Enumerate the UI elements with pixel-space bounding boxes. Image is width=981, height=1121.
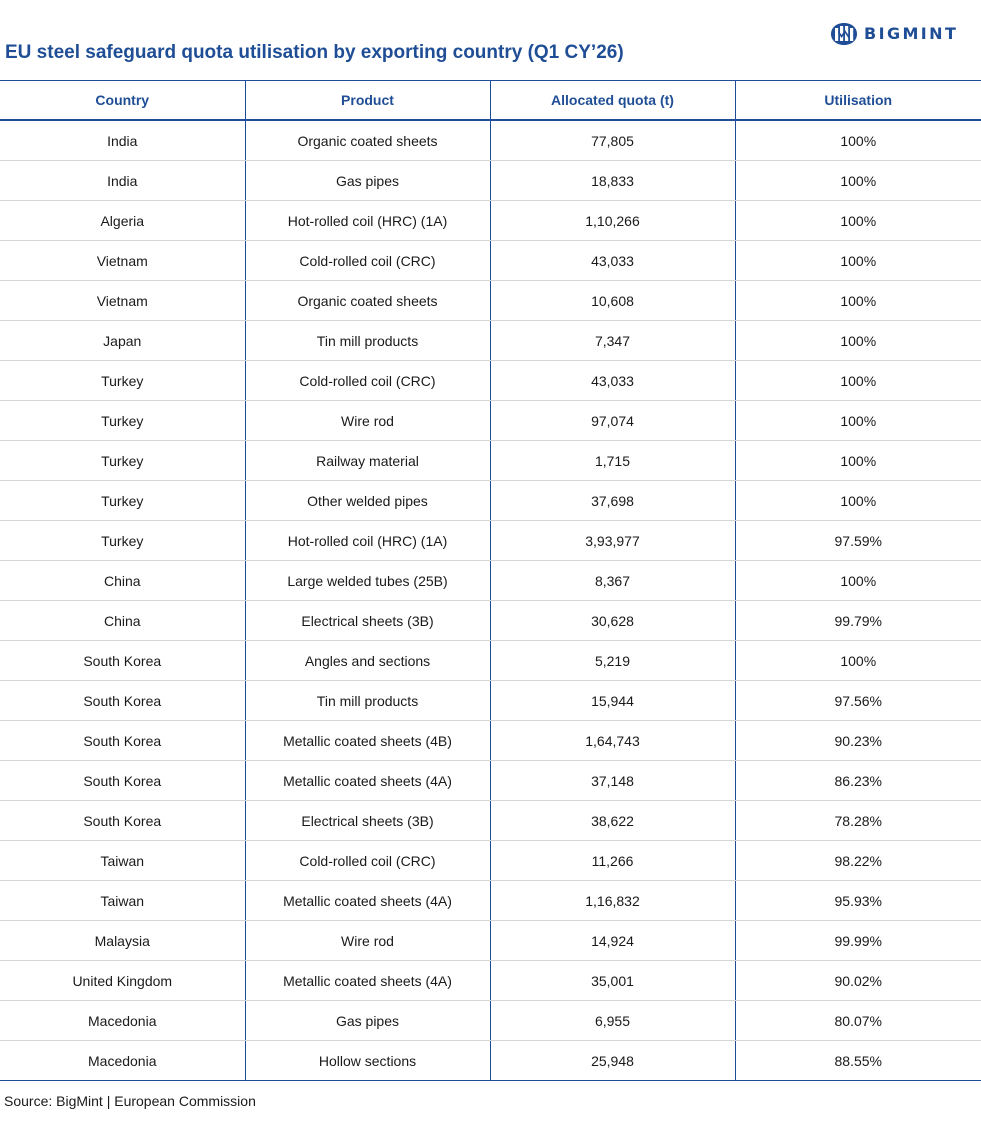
cell-product: Tin mill products — [245, 681, 490, 721]
cell-allocated-quota: 1,16,832 — [490, 881, 735, 921]
page-title: EU steel safeguard quota utilisation by exporting country (Q1 CY’26) — [5, 42, 624, 63]
cell-product: Metallic coated sheets (4B) — [245, 721, 490, 761]
column-header-product: Product — [245, 81, 490, 121]
cell-country: Turkey — [0, 361, 245, 401]
bigmint-logo-icon — [830, 22, 858, 46]
cell-allocated-quota: 18,833 — [490, 161, 735, 201]
table-row — [0, 681, 981, 721]
table-row — [0, 161, 981, 201]
table-row — [0, 721, 981, 761]
cell-allocated-quota: 14,924 — [490, 921, 735, 961]
cell-utilisation: 99.79% — [735, 601, 981, 641]
table-row — [0, 961, 981, 1001]
cell-product: Large welded tubes (25B) — [245, 561, 490, 601]
cell-utilisation: 100% — [735, 201, 981, 241]
table-body — [0, 120, 981, 1081]
cell-utilisation: 100% — [735, 281, 981, 321]
cell-country: India — [0, 161, 245, 201]
quota-table — [0, 80, 981, 1081]
cell-allocated-quota: 8,367 — [490, 561, 735, 601]
cell-utilisation: 90.23% — [735, 721, 981, 761]
cell-country: South Korea — [0, 761, 245, 801]
cell-country: Turkey — [0, 441, 245, 481]
cell-product: Railway material — [245, 441, 490, 481]
cell-product: Electrical sheets (3B) — [245, 601, 490, 641]
cell-allocated-quota: 25,948 — [490, 1041, 735, 1081]
cell-country: United Kingdom — [0, 961, 245, 1001]
cell-country: Turkey — [0, 401, 245, 441]
cell-country: Algeria — [0, 201, 245, 241]
cell-utilisation: 98.22% — [735, 841, 981, 881]
cell-country: Taiwan — [0, 841, 245, 881]
cell-country: Turkey — [0, 481, 245, 521]
cell-product: Cold-rolled coil (CRC) — [245, 241, 490, 281]
cell-country: South Korea — [0, 681, 245, 721]
table-row — [0, 401, 981, 441]
cell-utilisation: 100% — [735, 641, 981, 681]
cell-allocated-quota: 5,219 — [490, 641, 735, 681]
cell-allocated-quota: 11,266 — [490, 841, 735, 881]
cell-country: South Korea — [0, 801, 245, 841]
cell-utilisation: 100% — [735, 481, 981, 521]
table-row — [0, 361, 981, 401]
cell-allocated-quota: 1,10,266 — [490, 201, 735, 241]
cell-allocated-quota: 3,93,977 — [490, 521, 735, 561]
table-row — [0, 801, 981, 841]
table-header-row — [0, 81, 981, 121]
cell-country: South Korea — [0, 721, 245, 761]
cell-allocated-quota: 1,64,743 — [490, 721, 735, 761]
cell-utilisation: 78.28% — [735, 801, 981, 841]
cell-product: Metallic coated sheets (4A) — [245, 961, 490, 1001]
cell-product: Electrical sheets (3B) — [245, 801, 490, 841]
cell-utilisation: 100% — [735, 361, 981, 401]
cell-utilisation: 86.23% — [735, 761, 981, 801]
cell-product: Cold-rolled coil (CRC) — [245, 361, 490, 401]
cell-country: Turkey — [0, 521, 245, 561]
column-header-utilisation: Utilisation — [735, 81, 981, 121]
table-row — [0, 601, 981, 641]
cell-product: Wire rod — [245, 401, 490, 441]
cell-allocated-quota: 15,944 — [490, 681, 735, 721]
cell-utilisation: 100% — [735, 241, 981, 281]
cell-allocated-quota: 37,148 — [490, 761, 735, 801]
logo-text: BIGMINT — [864, 24, 959, 43]
cell-utilisation: 90.02% — [735, 961, 981, 1001]
table-row — [0, 1001, 981, 1041]
cell-country: China — [0, 601, 245, 641]
cell-allocated-quota: 97,074 — [490, 401, 735, 441]
column-header-allocated-quota: Allocated quota (t) — [490, 81, 735, 121]
cell-country: Japan — [0, 321, 245, 361]
cell-country: Macedonia — [0, 1041, 245, 1081]
cell-country: Macedonia — [0, 1001, 245, 1041]
cell-utilisation: 99.99% — [735, 921, 981, 961]
source-note: Source: BigMint | European Commission — [4, 1093, 256, 1109]
cell-allocated-quota: 43,033 — [490, 361, 735, 401]
cell-allocated-quota: 38,622 — [490, 801, 735, 841]
cell-country: Taiwan — [0, 881, 245, 921]
cell-product: Other welded pipes — [245, 481, 490, 521]
cell-allocated-quota: 30,628 — [490, 601, 735, 641]
cell-country: India — [0, 120, 245, 161]
cell-utilisation: 97.59% — [735, 521, 981, 561]
cell-product: Hollow sections — [245, 1041, 490, 1081]
column-header-country: Country — [0, 81, 245, 121]
cell-country: South Korea — [0, 641, 245, 681]
cell-allocated-quota: 6,955 — [490, 1001, 735, 1041]
table-row — [0, 561, 981, 601]
cell-product: Hot-rolled coil (HRC) (1A) — [245, 521, 490, 561]
table-row — [0, 201, 981, 241]
cell-utilisation: 100% — [735, 441, 981, 481]
cell-allocated-quota: 37,698 — [490, 481, 735, 521]
cell-product: Wire rod — [245, 921, 490, 961]
cell-allocated-quota: 35,001 — [490, 961, 735, 1001]
table-row — [0, 881, 981, 921]
cell-utilisation: 80.07% — [735, 1001, 981, 1041]
table-row — [0, 921, 981, 961]
cell-allocated-quota: 1,715 — [490, 441, 735, 481]
table-row — [0, 120, 981, 161]
cell-product: Gas pipes — [245, 1001, 490, 1041]
cell-product: Organic coated sheets — [245, 120, 490, 161]
cell-country: Malaysia — [0, 921, 245, 961]
cell-utilisation: 100% — [735, 161, 981, 201]
table-row — [0, 521, 981, 561]
table-row — [0, 281, 981, 321]
cell-product: Metallic coated sheets (4A) — [245, 881, 490, 921]
cell-utilisation: 100% — [735, 321, 981, 361]
cell-allocated-quota: 10,608 — [490, 281, 735, 321]
cell-product: Angles and sections — [245, 641, 490, 681]
table-row — [0, 481, 981, 521]
cell-utilisation: 100% — [735, 561, 981, 601]
table-row — [0, 321, 981, 361]
cell-country: China — [0, 561, 245, 601]
cell-utilisation: 100% — [735, 401, 981, 441]
table-row — [0, 241, 981, 281]
cell-product: Hot-rolled coil (HRC) (1A) — [245, 201, 490, 241]
cell-product: Tin mill products — [245, 321, 490, 361]
cell-allocated-quota: 7,347 — [490, 321, 735, 361]
cell-allocated-quota: 43,033 — [490, 241, 735, 281]
table-row — [0, 841, 981, 881]
cell-country: Vietnam — [0, 241, 245, 281]
cell-product: Gas pipes — [245, 161, 490, 201]
bigmint-logo — [830, 22, 958, 46]
table-row — [0, 641, 981, 681]
cell-utilisation: 95.93% — [735, 881, 981, 921]
cell-product: Metallic coated sheets (4A) — [245, 761, 490, 801]
table-row — [0, 761, 981, 801]
cell-product: Cold-rolled coil (CRC) — [245, 841, 490, 881]
cell-product: Organic coated sheets — [245, 281, 490, 321]
table-row — [0, 441, 981, 481]
cell-country: Vietnam — [0, 281, 245, 321]
cell-allocated-quota: 77,805 — [490, 120, 735, 161]
cell-utilisation: 88.55% — [735, 1041, 981, 1081]
cell-utilisation: 97.56% — [735, 681, 981, 721]
header — [0, 0, 981, 80]
cell-utilisation: 100% — [735, 120, 981, 161]
table-row — [0, 1041, 981, 1081]
